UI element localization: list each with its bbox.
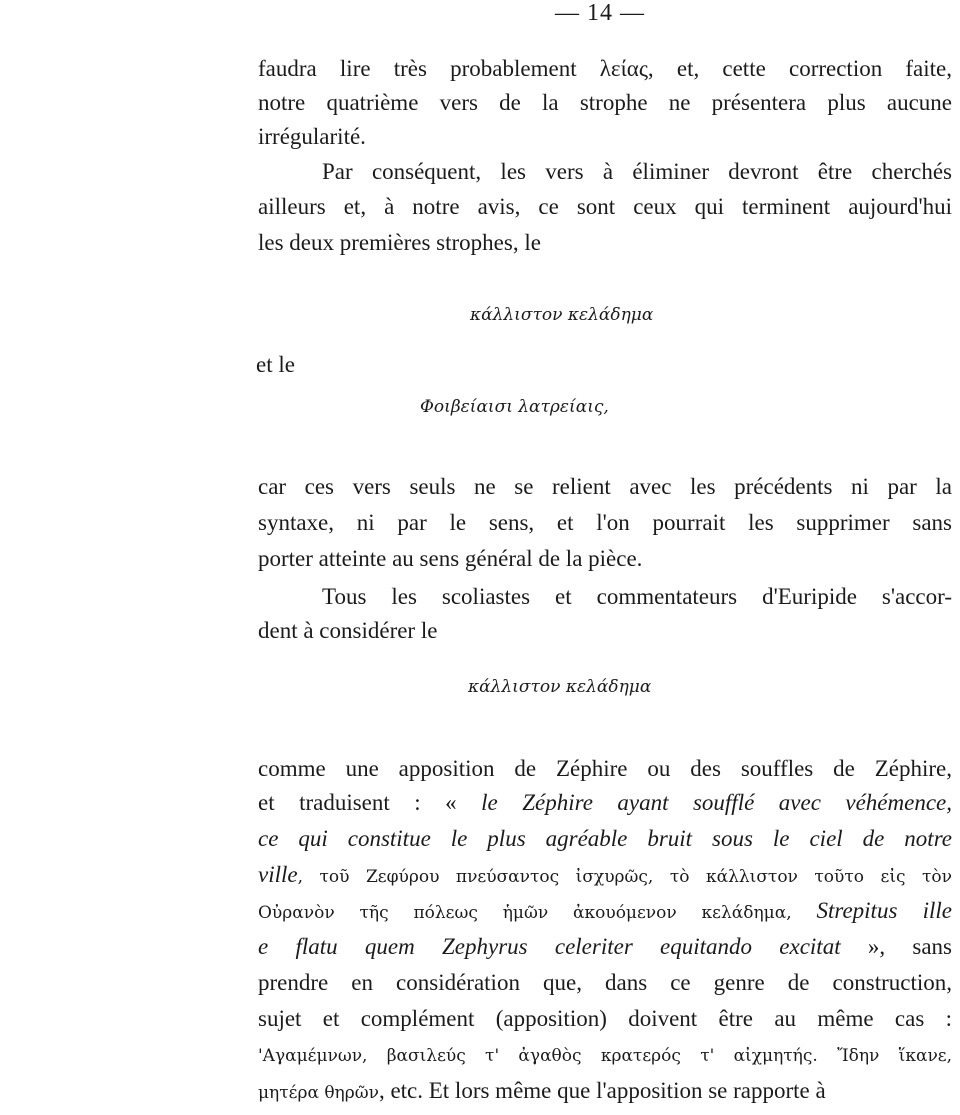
para5-line4: ville, τοῦ Ζεφύρου πνεύσαντος ἰσχυρῶς, τὸ κάλλιστον τοῦτο εἰς τὸν	[258, 862, 952, 887]
para4-line1: Tous les scoliastes et commentateurs d'Euripide s'accor-	[322, 584, 952, 609]
para2-line1: Par conséquent, les vers à éliminer devront être cherchés	[322, 159, 952, 184]
para5-line3: ce qui constitue le plus agréable bruit sous le ciel de notre	[258, 826, 952, 851]
para1-line1: faudra lire très probablement λείας, et, cette correction faite,	[258, 56, 952, 81]
para3-line1: car ces vers seuls ne se relient avec les précédents ni par la	[258, 474, 952, 499]
para5-line2: et traduisent : « le Zéphire ayant soufflé avec véhémence,	[258, 790, 952, 815]
para3-line3: porter atteinte au sens général de la pièce.	[258, 546, 643, 571]
para3-line2: syntaxe, ni par le sens, et l'on pourrait les supprimer sans	[258, 510, 952, 535]
page-number: — 14 —	[555, 0, 645, 26]
para5-line9: 'Αγαμέμνων, βασιλεύς τ' ἀγαθὸς κρατερός τ' αἰχμητής. Ἴδην ἵκανε,	[258, 1046, 952, 1066]
para1-line2: notre quatrième vers de la strophe ne présentera plus aucune	[258, 90, 952, 115]
para5-line10: μητέρα θηρῶν, etc. Et lors même que l'apposition se rapporte à	[258, 1078, 826, 1103]
para5-line5: Οὐρανὸν τῆς πόλεως ἡμῶν ἀκουόμενον κελάδημα, Strepitus ille	[258, 898, 952, 923]
para4-line2: dent à considérer le	[258, 618, 438, 643]
et-le-label: et le	[256, 352, 295, 377]
para5-line6: e flatu quem Zephyrus celeriter equitando excitat », sans	[258, 934, 952, 959]
quote-kalliston-1: κάλλιστον κελάδημα	[470, 305, 654, 325]
para2-line3: les deux premières strophes, le	[258, 230, 541, 255]
para5-line7: prendre en considération que, dans ce genre de construction,	[258, 970, 952, 995]
para5-line8: sujet et complément (apposition) doivent être au même cas :	[258, 1006, 952, 1031]
para2-line2: ailleurs et, à notre avis, ce sont ceux qui terminent aujourd'hui	[258, 194, 952, 219]
quote-phoibeiaisi: Φοιβείαισι λατρείαις,	[420, 397, 609, 417]
para5-line1: comme une apposition de Zéphire ou des souffles de Zéphire,	[258, 756, 952, 781]
quote-kalliston-2: κάλλιστον κελάδημα	[468, 677, 652, 697]
para1-line3: irrégularité.	[258, 124, 366, 149]
